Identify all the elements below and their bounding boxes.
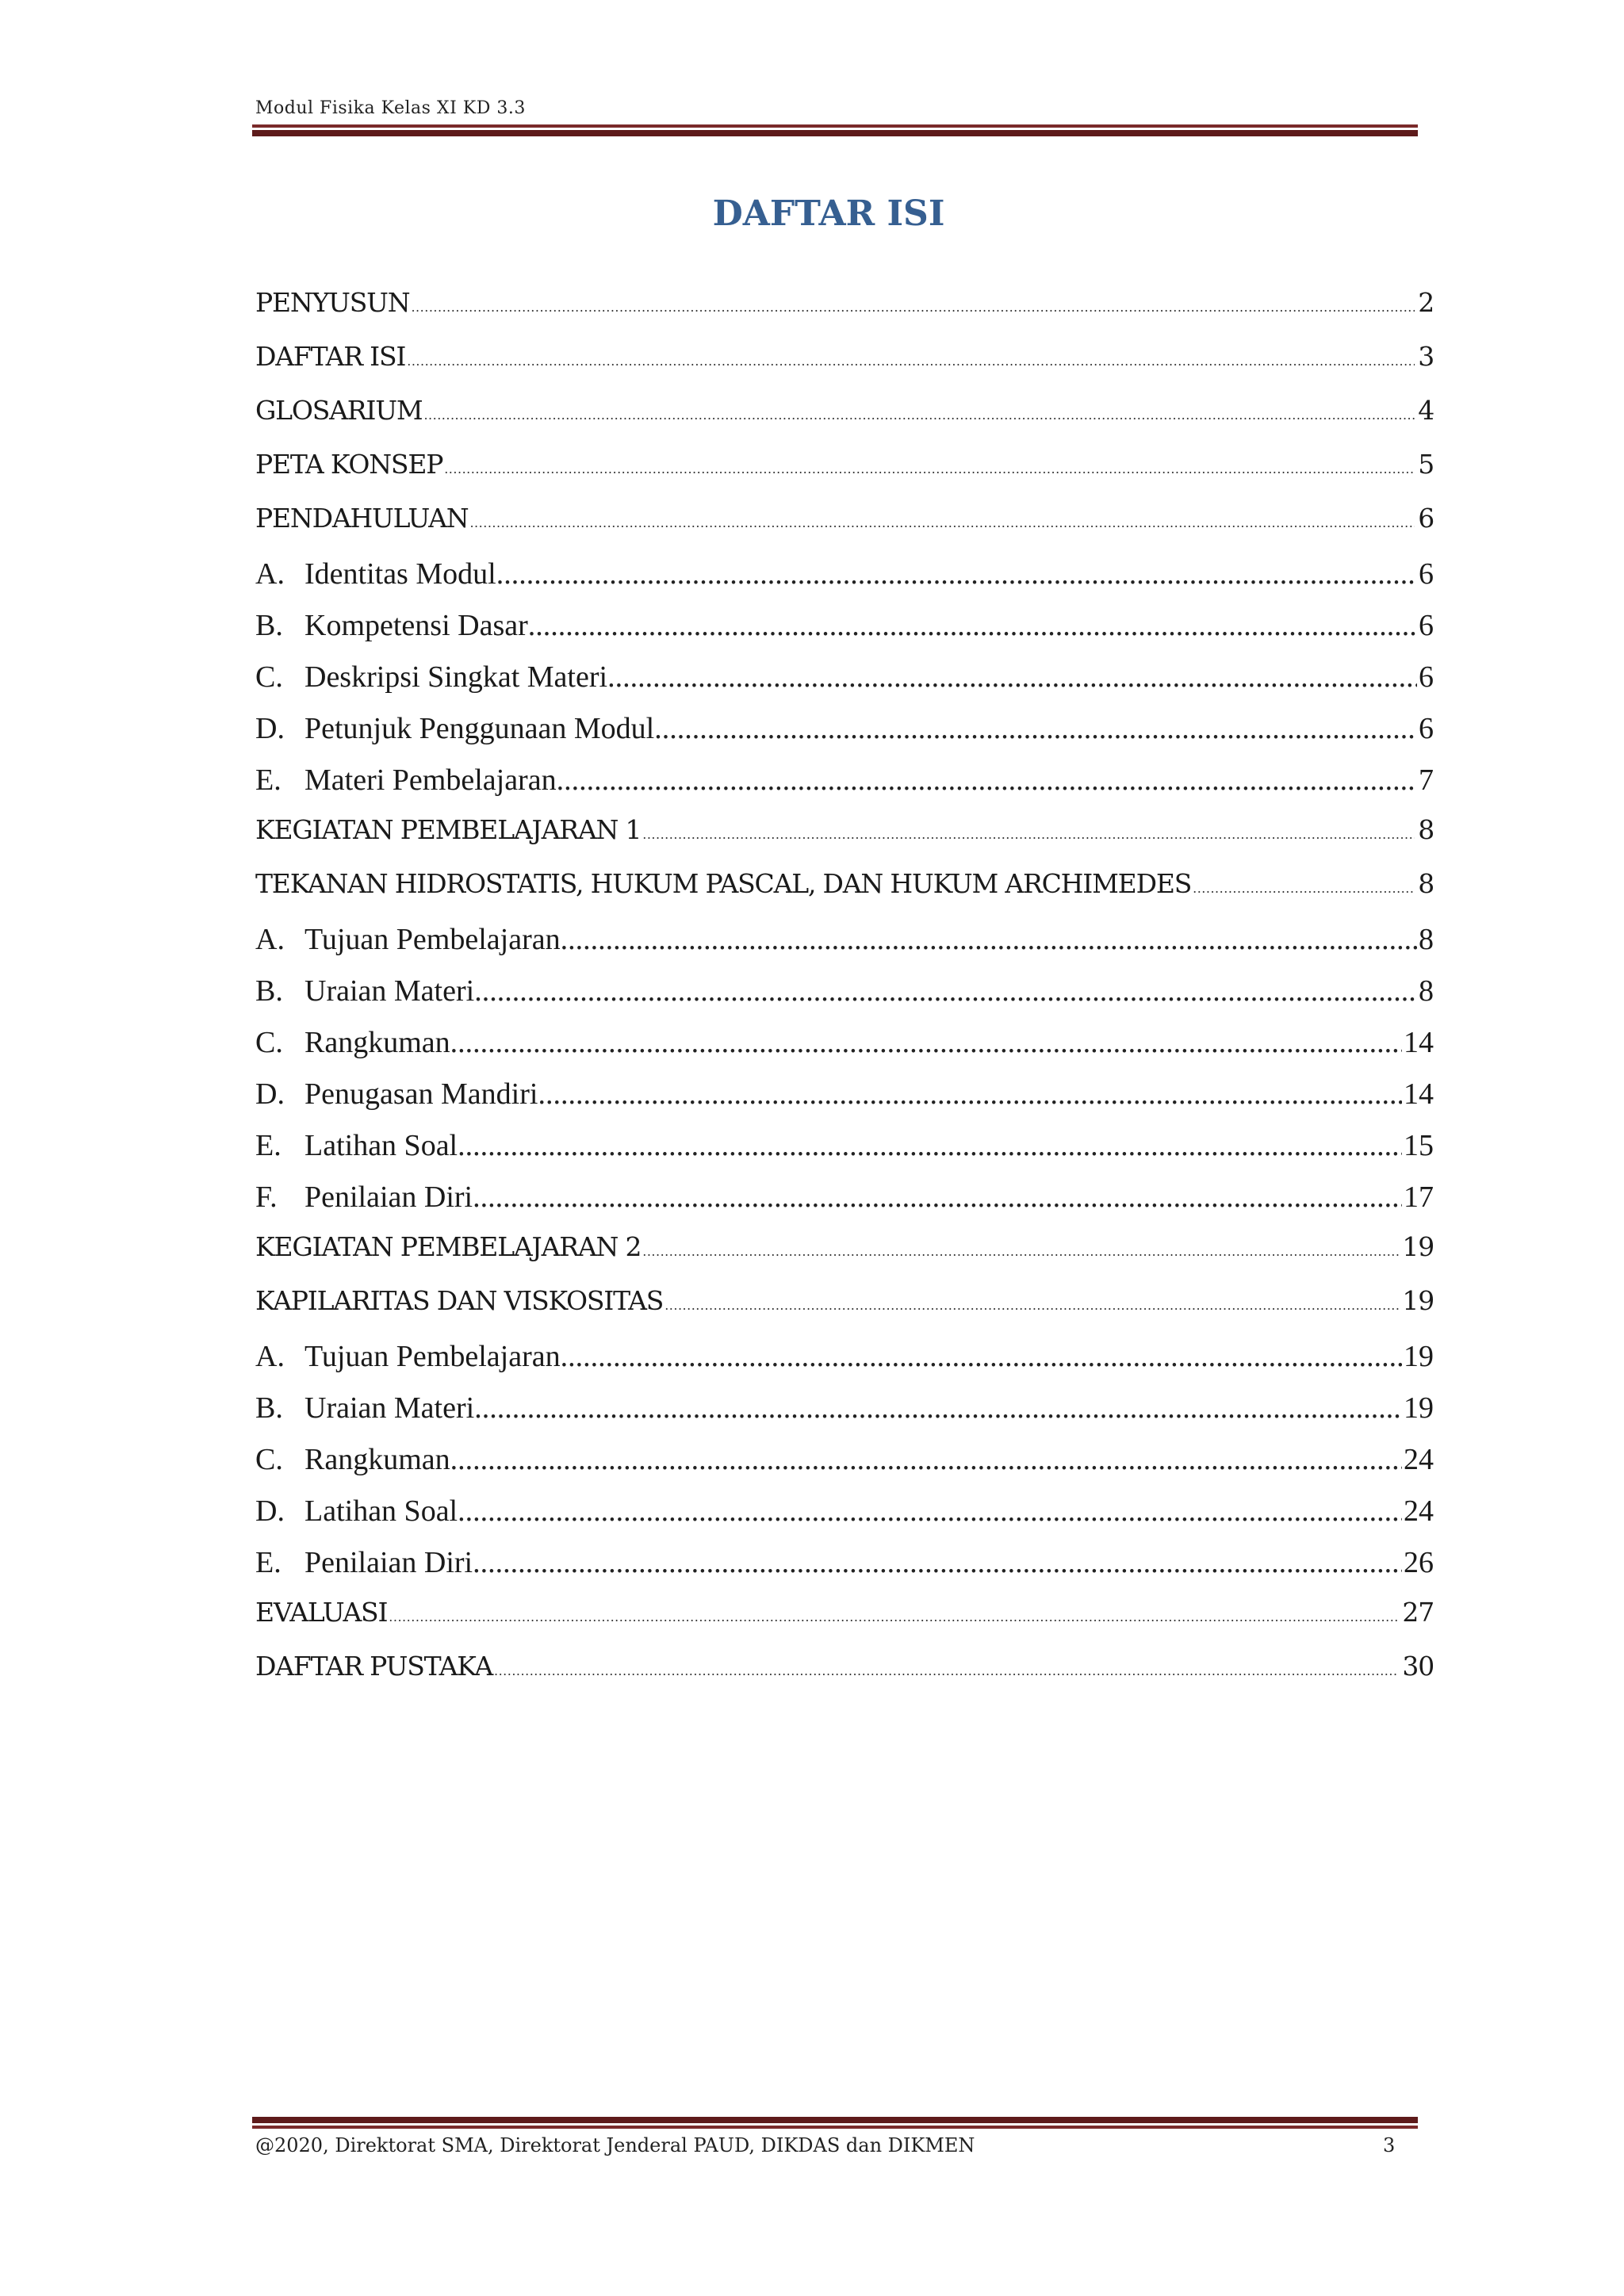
toc-entry-page: 6 [1418, 503, 1434, 534]
toc-entry-label: Penugasan Mandiri [304, 1077, 538, 1111]
toc-leader-dots [607, 660, 1417, 695]
toc-entry-page: 8 [1419, 923, 1434, 956]
toc-entry[interactable] [255, 1494, 1434, 1545]
toc-leader-dots [423, 408, 1415, 423]
toc-entry-label: KAPILARITAS DAN VISKOSITAS [255, 1285, 664, 1316]
toc-entry-label: Penilaian Diri [304, 1181, 473, 1214]
toc-leader-dots [411, 300, 1415, 315]
toc-entry-page: 6 [1419, 609, 1434, 642]
toc-entry-letter: C. [255, 660, 283, 694]
toc-leader-dots [444, 461, 1415, 476]
toc-entry-page: 19 [1402, 1285, 1434, 1316]
toc-entry-label: Petunjuk Penggunaan Modul [304, 712, 655, 745]
toc-entry-label: Latihan Soal [304, 1129, 458, 1162]
toc-entry[interactable] [255, 814, 1434, 868]
table-of-contents [255, 287, 1434, 1705]
toc-leader-dots [473, 1545, 1402, 1580]
toc-entry-page: 24 [1404, 1494, 1434, 1528]
header-rule [252, 124, 1418, 136]
toc-leader-dots [538, 1077, 1402, 1112]
toc-leader-dots [1193, 881, 1415, 896]
toc-entry[interactable] [255, 1339, 1434, 1391]
toc-entry-letter: A. [255, 1340, 285, 1373]
toc-entry[interactable] [255, 1025, 1434, 1077]
toc-entry[interactable] [255, 1391, 1434, 1442]
toc-leader-dots [450, 1442, 1402, 1477]
toc-leader-dots [561, 922, 1417, 957]
toc-leader-dots [494, 1663, 1399, 1678]
toc-entry-letter: D. [255, 1077, 285, 1111]
toc-entry-label: EVALUASI [255, 1597, 388, 1628]
toc-leader-dots [407, 354, 1415, 369]
toc-entry[interactable] [255, 1597, 1434, 1651]
toc-entry-page: 7 [1419, 763, 1434, 797]
toc-entry[interactable] [255, 1545, 1434, 1597]
toc-entry[interactable] [255, 711, 1434, 763]
toc-entry[interactable] [255, 341, 1434, 395]
toc-entry-letter: B. [255, 1391, 283, 1425]
toc-entry[interactable] [255, 660, 1434, 711]
toc-leader-dots [389, 1609, 1399, 1624]
toc-entry-page: 15 [1404, 1129, 1434, 1162]
toc-entry-page: 19 [1404, 1391, 1434, 1425]
footer-page-number: 3 [1383, 2134, 1396, 2156]
toc-entry-letter: E. [255, 763, 282, 797]
toc-entry-label: Latihan Soal [304, 1494, 458, 1528]
toc-leader-dots [473, 1180, 1402, 1215]
toc-entry-letter: B. [255, 609, 283, 642]
toc-entry[interactable] [255, 974, 1434, 1025]
toc-entry[interactable] [255, 1231, 1434, 1285]
toc-entry-letter: C. [255, 1443, 283, 1476]
toc-entry-label: KEGIATAN PEMBELAJARAN 1 [255, 814, 642, 845]
toc-leader-dots [642, 827, 1415, 842]
toc-entry-label: DAFTAR PUSTAKA [255, 1651, 492, 1682]
toc-entry[interactable] [255, 1442, 1434, 1494]
toc-entry-label: TEKANAN HIDROSTATIS, HUKUM PASCAL, DAN HUKUM ARCHIMEDES [255, 868, 1192, 899]
toc-entry-letter: C. [255, 1026, 283, 1059]
toc-entry-label: GLOSARIUM [255, 395, 423, 426]
toc-entry-page: 24 [1404, 1443, 1434, 1476]
toc-leader-dots [469, 515, 1415, 530]
toc-leader-dots [496, 557, 1417, 591]
toc-leader-dots [665, 1298, 1399, 1313]
toc-entry-letter: D. [255, 1494, 285, 1528]
toc-entry-label: Penilaian Diri [304, 1546, 473, 1579]
toc-entry[interactable] [255, 1285, 1434, 1339]
toc-entry[interactable] [255, 1180, 1434, 1231]
toc-leader-dots [654, 711, 1417, 746]
toc-entry-label: Materi Pembelajaran [304, 763, 557, 797]
toc-entry[interactable] [255, 557, 1434, 608]
toc-entry[interactable] [255, 1128, 1434, 1180]
toc-entry[interactable] [255, 503, 1434, 557]
toc-entry-page: 30 [1402, 1651, 1434, 1682]
toc-entry-page: 6 [1419, 557, 1434, 591]
toc-entry-label: KEGIATAN PEMBELAJARAN 2 [255, 1231, 642, 1262]
toc-entry-page: 6 [1419, 660, 1434, 694]
toc-entry-label: Rangkuman [304, 1026, 450, 1059]
toc-entry[interactable] [255, 449, 1434, 503]
toc-entry-page: 14 [1404, 1077, 1434, 1111]
toc-entry-page: 3 [1418, 341, 1434, 372]
footer-rule [252, 2117, 1418, 2129]
toc-entry-letter: E. [255, 1129, 282, 1162]
header-title: Modul Fisika Kelas XI KD 3.3 [255, 98, 526, 118]
toc-entry[interactable] [255, 1651, 1434, 1705]
page-title: DAFTAR ISI [712, 193, 945, 234]
toc-entry-letter: B. [255, 974, 283, 1008]
toc-entry-label: Uraian Materi [304, 1391, 475, 1425]
toc-entry-label: Tujuan Pembelajaran [304, 1340, 561, 1373]
toc-entry-page: 5 [1418, 449, 1434, 480]
toc-entry-letter: E. [255, 1546, 282, 1579]
toc-leader-dots [642, 1244, 1399, 1259]
toc-leader-dots [474, 1391, 1402, 1425]
toc-entry-page: 6 [1419, 712, 1434, 745]
toc-entry-letter: A. [255, 923, 285, 956]
toc-leader-dots [528, 608, 1417, 643]
toc-entry-page: 17 [1404, 1181, 1434, 1214]
toc-entry-page: 14 [1404, 1026, 1434, 1059]
toc-leader-dots [458, 1494, 1402, 1529]
toc-entry-label: Tujuan Pembelajaran [304, 923, 561, 956]
toc-entry[interactable] [255, 608, 1434, 660]
toc-entry-label: Rangkuman [304, 1443, 450, 1476]
toc-entry[interactable] [255, 868, 1434, 922]
toc-entry-letter: D. [255, 712, 285, 745]
toc-entry-page: 2 [1418, 287, 1434, 318]
toc-entry-letter: A. [255, 557, 285, 591]
toc-entry-page: 8 [1418, 814, 1434, 845]
toc-entry-label: Kompetensi Dasar [304, 609, 528, 642]
toc-entry-page: 19 [1404, 1340, 1434, 1373]
toc-entry[interactable] [255, 287, 1434, 341]
toc-entry-label: Deskripsi Singkat Materi [304, 660, 608, 694]
toc-leader-dots [458, 1128, 1402, 1163]
toc-leader-dots [561, 1339, 1402, 1374]
toc-leader-dots [450, 1025, 1402, 1060]
toc-entry-page: 27 [1402, 1597, 1434, 1628]
footer-copyright: @2020, Direktorat SMA, Direktorat Jenderal PAUD, DIKDAS dan DIKMEN [255, 2134, 975, 2156]
toc-entry[interactable] [255, 763, 1434, 814]
toc-entry-page: 4 [1418, 395, 1434, 426]
toc-entry-label: DAFTAR ISI [255, 341, 406, 372]
toc-entry-page: 8 [1419, 974, 1434, 1008]
toc-entry-label: PETA KONSEP [255, 449, 443, 480]
toc-entry-page: 26 [1404, 1546, 1434, 1579]
toc-leader-dots [557, 763, 1417, 798]
toc-entry-label: PENYUSUN [255, 287, 410, 318]
toc-entry-letter: F. [255, 1181, 278, 1214]
toc-entry[interactable] [255, 395, 1434, 449]
toc-entry-label: Uraian Materi [304, 974, 475, 1008]
toc-entry-label: Identitas Modul [304, 557, 496, 591]
toc-entry-page: 19 [1402, 1231, 1434, 1262]
toc-leader-dots [474, 974, 1417, 1008]
toc-entry-page: 8 [1418, 868, 1434, 899]
toc-entry[interactable] [255, 1077, 1434, 1128]
toc-entry-label: PENDAHULUAN [255, 503, 469, 534]
toc-entry[interactable] [255, 922, 1434, 974]
